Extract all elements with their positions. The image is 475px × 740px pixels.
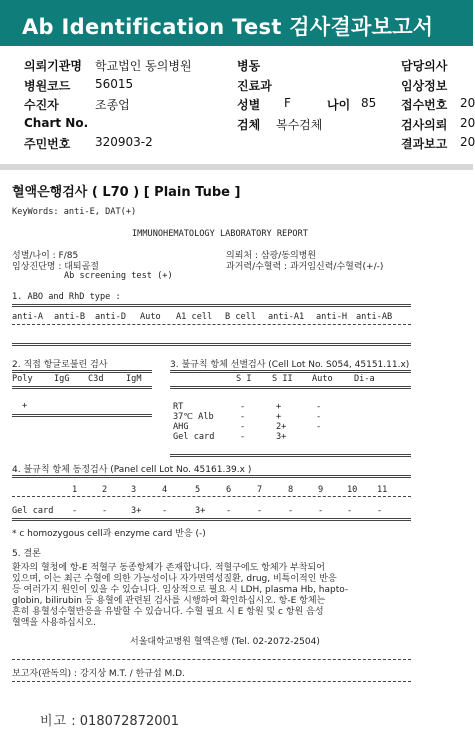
sex-value: F	[284, 96, 291, 110]
report-title: Ab Identification Test 검사결과보고서	[22, 15, 434, 39]
footer-rule-bottom	[12, 681, 411, 682]
abo-title: 1. ABO and RhD type :	[12, 292, 121, 302]
panel-result-cell: -	[288, 506, 294, 516]
panel-header-cell: 3	[131, 485, 137, 495]
abo-header-cell: A1 cell	[176, 312, 213, 322]
panel-result-cell: -	[318, 506, 324, 516]
chart-number-label: Chart No.	[24, 116, 89, 130]
dat-rule-top	[12, 370, 152, 373]
screen-header-cell: Di-a	[354, 374, 375, 384]
section-title: 혈액은행검사 ( L70 ) [ Plain Tube ]	[12, 185, 241, 200]
panel-title: 4. 불규칙 항체 동정검사 (Panel cell Lot No. 45161.39.x )	[12, 465, 252, 475]
requester-line: 의뢰처 : 삼광/동의병원	[226, 251, 317, 261]
panel-note: * c homozygous cell과 enzyme card 반응 (-)	[12, 529, 206, 539]
screen-result-cell: -	[240, 412, 246, 422]
abo-header-cell: anti-B	[54, 312, 86, 322]
panel-rule-top	[12, 475, 411, 478]
abo-header-cell: anti-D	[95, 312, 127, 322]
dat-title: 2. 직접 항글로불린 검사	[12, 360, 108, 370]
panel-rule-mid	[12, 496, 411, 497]
screen-result-cell: -	[316, 402, 322, 412]
sex-label: 성별	[237, 98, 261, 112]
abo-header-cell: anti-A	[12, 312, 44, 322]
specimen-value: 복수검체	[276, 118, 323, 132]
dat-header-cell: IgM	[126, 374, 142, 384]
section-divider	[0, 164, 473, 170]
report-date-label: 결과보고	[401, 137, 448, 151]
footer-rule-top	[12, 659, 411, 660]
report-date-value: 20	[460, 135, 475, 149]
screen-result-cell: -	[240, 432, 246, 442]
recipient-value: 조종업	[95, 98, 130, 112]
screen-row-label: 37℃ Alb	[173, 412, 214, 422]
abo-rule-top	[12, 304, 411, 307]
panel-header-cell: 2	[102, 485, 108, 495]
history-line: 과거력/수혈력 : 과거임신력/수혈력(+/-)	[226, 262, 384, 272]
screen-rule-top	[170, 370, 411, 373]
screen-result-cell: 3+	[276, 432, 287, 442]
request-date-value: 20	[460, 116, 475, 130]
age-value: 85	[361, 96, 377, 110]
dat-header-cell: Poly	[12, 374, 33, 384]
panel-result-cell: -	[162, 506, 168, 516]
panel-result-cell: -	[377, 506, 383, 516]
conclusion-line: 혈액을 사용하십시오.	[12, 618, 96, 628]
screen-row-label: AHG	[173, 422, 189, 432]
conclusion-line: 있으며, 이는 최근 수혈에 의한 가능성이나 자가면역성질환, drug, 비특이적인 반응	[12, 574, 337, 584]
dat-rule-bottom	[12, 414, 152, 417]
panel-result-cell: 3+	[131, 506, 142, 516]
panel-result-cell: -	[102, 506, 108, 516]
doctor-label: 담당의사	[401, 59, 448, 73]
panel-header-cell: 6	[226, 485, 232, 495]
abo-header-cell: anti-AB	[356, 312, 393, 322]
remarks-line: 비고 : 018072872001	[40, 714, 180, 729]
panel-header-cell: 7	[257, 485, 263, 495]
institution-value: 학교법인 동의병원	[95, 59, 192, 73]
panel-row-label: Gel card	[12, 506, 54, 516]
screen-result-cell: -	[240, 422, 246, 432]
dat-rule-mid	[12, 386, 152, 389]
recipient-label: 수진자	[24, 98, 59, 112]
panel-rule-bottom	[12, 518, 411, 521]
abo-header-cell: anti-H	[316, 312, 348, 322]
panel-header-cell: 4	[162, 485, 168, 495]
report-heading: IMMUNOHEMATOLOGY LABORATORY REPORT	[132, 229, 308, 239]
abo-header-cell: B cell	[225, 312, 257, 322]
conclusion-line: 등 여러가지 원인이 있을 수 있습니다. 임상적으로 필요 시 LDH, plasma Hb, hapto-	[12, 585, 349, 595]
panel-header-cell: 9	[318, 485, 324, 495]
panel-result-cell: -	[257, 506, 263, 516]
institution-label: 의뢰기관명	[24, 59, 82, 73]
screening-line: Ab screening test (+)	[64, 271, 173, 281]
remarks-label: 비고	[40, 714, 68, 729]
screen-result-cell: +	[276, 412, 282, 422]
panel-result-cell: -	[72, 506, 78, 516]
screen-header-cell: S I	[236, 374, 252, 384]
patient-info-header	[0, 53, 473, 153]
resident-number-label: 주민번호	[24, 137, 71, 151]
request-date-label: 검사의뢰	[401, 118, 448, 132]
ward-label: 병동	[237, 59, 261, 73]
screen-header-cell: Auto	[312, 374, 333, 384]
conclusion-line: 환자의 혈청에 항-E 적혈구 동종항체가 존재합니다. 적혈구에도 항체가 부착되어	[12, 563, 325, 573]
keywords: KeyWords: anti-E, DAT(+)	[12, 207, 137, 217]
screen-row-label: Gel card	[173, 432, 215, 442]
dat-poly-value: +	[22, 401, 28, 411]
reporter-line: 보고자(판독의) : 강지상 M.T. / 한규섭 M.D.	[12, 669, 185, 679]
screen-header-cell: S II	[272, 374, 293, 384]
screen-row-label: RT	[173, 402, 184, 412]
conclusion-line: 흔히 용혈성수혈반응을 유발할 수 있습니다. 수혈 필요 시 E 항원 및 c 항원 음성	[12, 607, 324, 617]
screen-result-cell: -	[316, 412, 322, 422]
screen-rule-mid	[170, 386, 411, 389]
hospital-code-label: 병원코드	[24, 79, 71, 93]
panel-result-cell: 3+	[195, 506, 206, 516]
screen-title: 3. 불규칙 항체 선별검사 (Cell Lot No. S054, 45151.11.x)	[170, 360, 410, 370]
screen-result-cell: 2+	[276, 422, 287, 432]
lab-report-scan	[0, 204, 473, 684]
conclusion-line: globin, bilirubin 등 용혈에 관련된 검사를 시행하여 확인하십시오. 항-E 항체는	[12, 596, 326, 606]
institution-line: 서울대학교병원 혈액은행 (Tel. 02-2072-2504)	[130, 637, 320, 647]
department-label: 진료과	[237, 79, 272, 93]
clinical-info-label: 임상정보	[401, 79, 448, 93]
abo-rule-bottom	[12, 343, 411, 346]
receipt-number-value: 20	[460, 96, 475, 110]
panel-header-cell: 8	[288, 485, 294, 495]
screen-result-cell: -	[316, 422, 322, 432]
panel-result-cell: -	[226, 506, 232, 516]
conclusion-title: 5. 결론	[12, 549, 41, 559]
hospital-code-value: 56015	[95, 77, 134, 91]
screen-rule-bottom	[170, 454, 411, 457]
abo-rule-mid	[12, 324, 411, 325]
diagnosis-line: 임상진단명 : 대퇴골절	[12, 262, 100, 272]
sex-age-line: 성별/나이 : F/85	[12, 251, 79, 261]
panel-header-cell: 11	[377, 485, 388, 495]
age-label: 나이	[327, 98, 351, 112]
receipt-number-label: 접수번호	[401, 98, 448, 112]
screen-result-cell: +	[276, 402, 282, 412]
panel-result-cell: -	[347, 506, 353, 516]
screen-result-cell: -	[240, 402, 246, 412]
abo-header-cell: anti-A1	[268, 312, 305, 322]
specimen-label: 검체	[237, 118, 261, 132]
panel-header-cell: 5	[195, 485, 201, 495]
resident-number-value: 320903-2	[95, 135, 153, 149]
report-banner	[0, 0, 473, 46]
dat-header-cell: C3d	[88, 374, 104, 384]
remarks-value: 018072872001	[79, 714, 180, 729]
panel-header-cell: 10	[347, 485, 358, 495]
abo-header-cell: Auto	[140, 312, 161, 322]
dat-header-cell: IgG	[54, 374, 70, 384]
panel-header-cell: 1	[72, 485, 78, 495]
